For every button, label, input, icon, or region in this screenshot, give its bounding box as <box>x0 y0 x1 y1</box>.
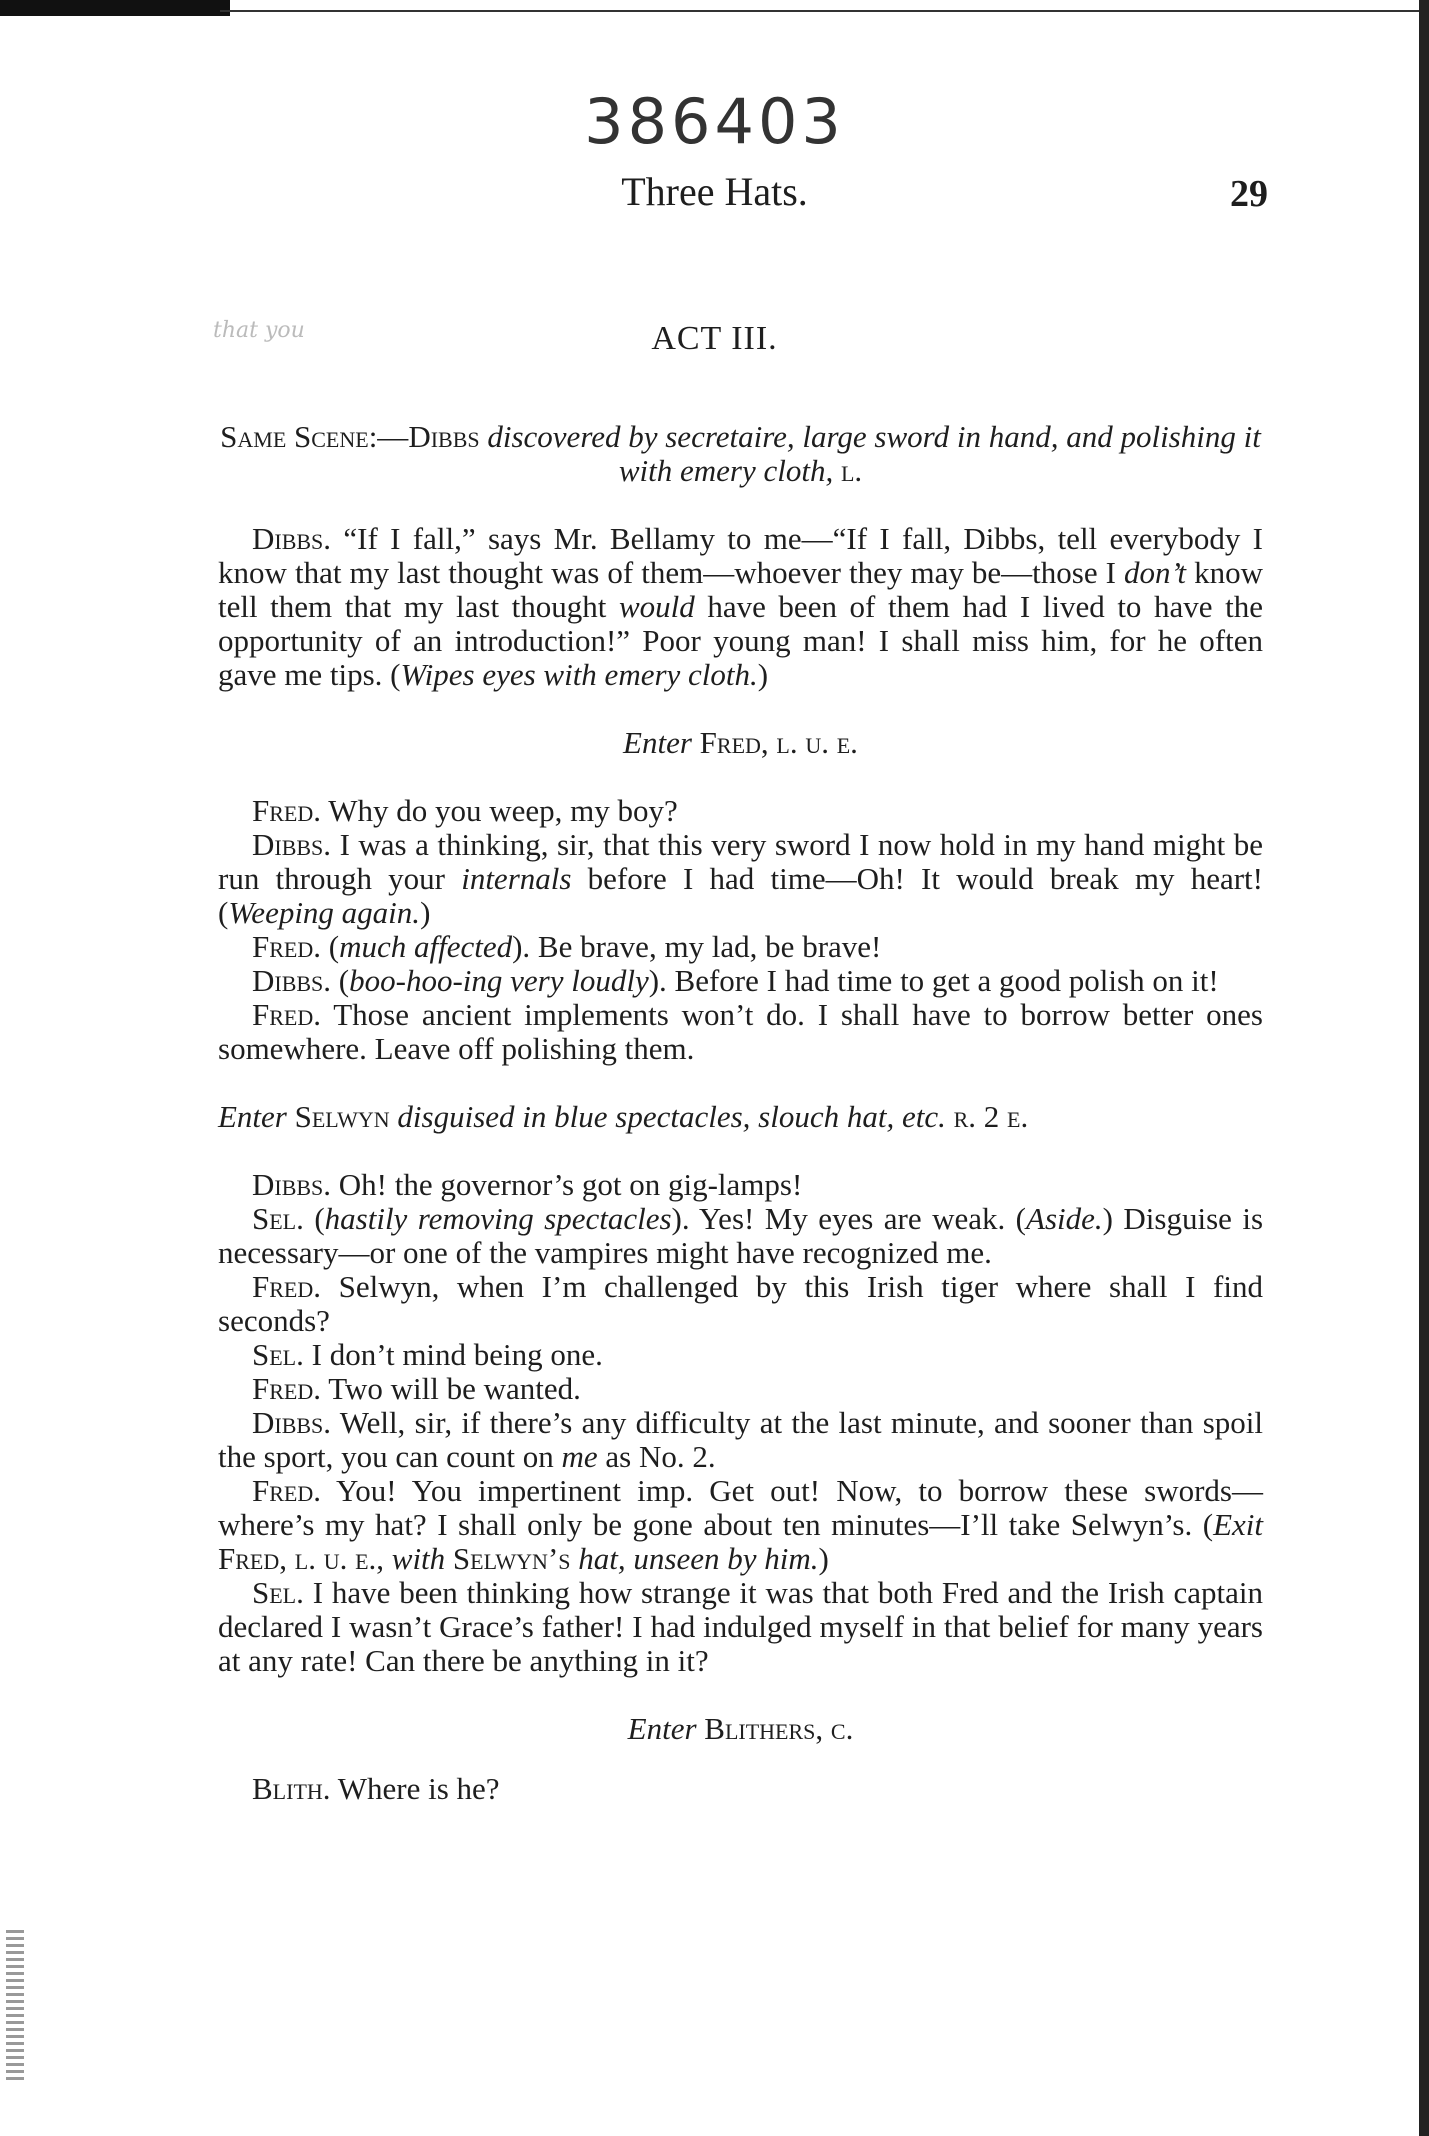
speech-dibbs-3: Dibbs. (boo-hoo-ing very loudly). Before I had time to get a good polish on it! <box>252 963 1219 998</box>
speech-dibbs-4: Dibbs. Oh! the governor’s got on gig-lamps! <box>252 1167 803 1202</box>
page-number: 29 <box>1230 173 1268 215</box>
speech-fred-1: Fred. Why do you weep, my boy? <box>252 793 678 828</box>
speech-sel-1: Sel. (hastily removing spectacles). Yes! My eyes are weak. (Aside.) Disguise is necessary—or one of the vampires might have recognized me. <box>218 1201 1264 1270</box>
speech-sel-3: Sel. I have been thinking how strange it was that both Fred and the Irish captain declared I wasn’t Grace’s father! I had indulged myself in that belief for many years at any rate! Can there be anything in it? <box>218 1575 1264 1678</box>
speech-dibbs-5: Dibbs. Well, sir, if there’s any difficulty at the last minute, and sooner than spoil the sport, you can count on me as No. 2. <box>218 1405 1263 1474</box>
speech-dibbs-1: Dibbs. “If I fall,” says Mr. Bellamy to me—“If I fall, Dibbs, tell everybody I know that my last thought was of them—whoever they may be—those I don’t know tell them that my last thought would have been of them had I lived to have the opportunity of an introduction!” Poor young man! I shall miss him, for he often gave me tips. (Wipes eyes with emery cloth.) <box>218 521 1264 692</box>
scene-direction: Same Scene:—Dibbs discovered by secretaire, large sword in hand, and polishing it with emery cloth, l. <box>220 419 1261 488</box>
entrance-selwyn: Enter Selwyn disguised in blue spectacles, slouch hat, etc. r. 2 e. <box>218 1099 1029 1134</box>
speech-sel-2: Sel. I don’t mind being one. <box>252 1337 603 1372</box>
speech-fred-2: Fred. (much affected). Be brave, my lad, be brave! <box>252 929 882 964</box>
speech-fred-3: Fred. Those ancient implements won’t do. I shall have to borrow better ones somewhere. Leave off polishing them. <box>218 997 1263 1066</box>
scan-speckle-left <box>6 1930 24 2080</box>
entrance-fred: Enter Fred, l. u. e. <box>623 725 858 760</box>
library-stamp-number: 386403 <box>584 85 845 158</box>
speech-fred-4: Fred. Selwyn, when I’m challenged by this Irish tiger where shall I find seconds? <box>218 1269 1263 1338</box>
act-heading: ACT III. <box>651 320 778 357</box>
entrance-blithers: Enter Blithers, c. <box>627 1711 854 1746</box>
bleed-through-note: that you <box>213 318 305 343</box>
scan-edge-top <box>0 0 230 16</box>
speech-fred-5: Fred. Two will be wanted. <box>252 1371 581 1406</box>
scan-rule-top <box>220 10 1420 12</box>
speech-dibbs-2: Dibbs. I was a thinking, sir, that this very sword I now hold in my hand might be run through your internals before I had time—Oh! It would break my heart! (Weeping again.) <box>218 827 1264 930</box>
speech-fred-6: Fred. You! You impertinent imp. Get out! Now, to borrow these swords—where’s my hat? I shall only be gone about ten minutes—I’ll take Selwyn’s. (Exit Fred, l. u. e., with Selwyn’s hat, unseen by him.) <box>218 1473 1263 1576</box>
speech-blith-1: Blith. Where is he? <box>252 1771 500 1806</box>
running-title: Three Hats. <box>621 169 808 214</box>
play-text <box>218 420 1263 1806</box>
